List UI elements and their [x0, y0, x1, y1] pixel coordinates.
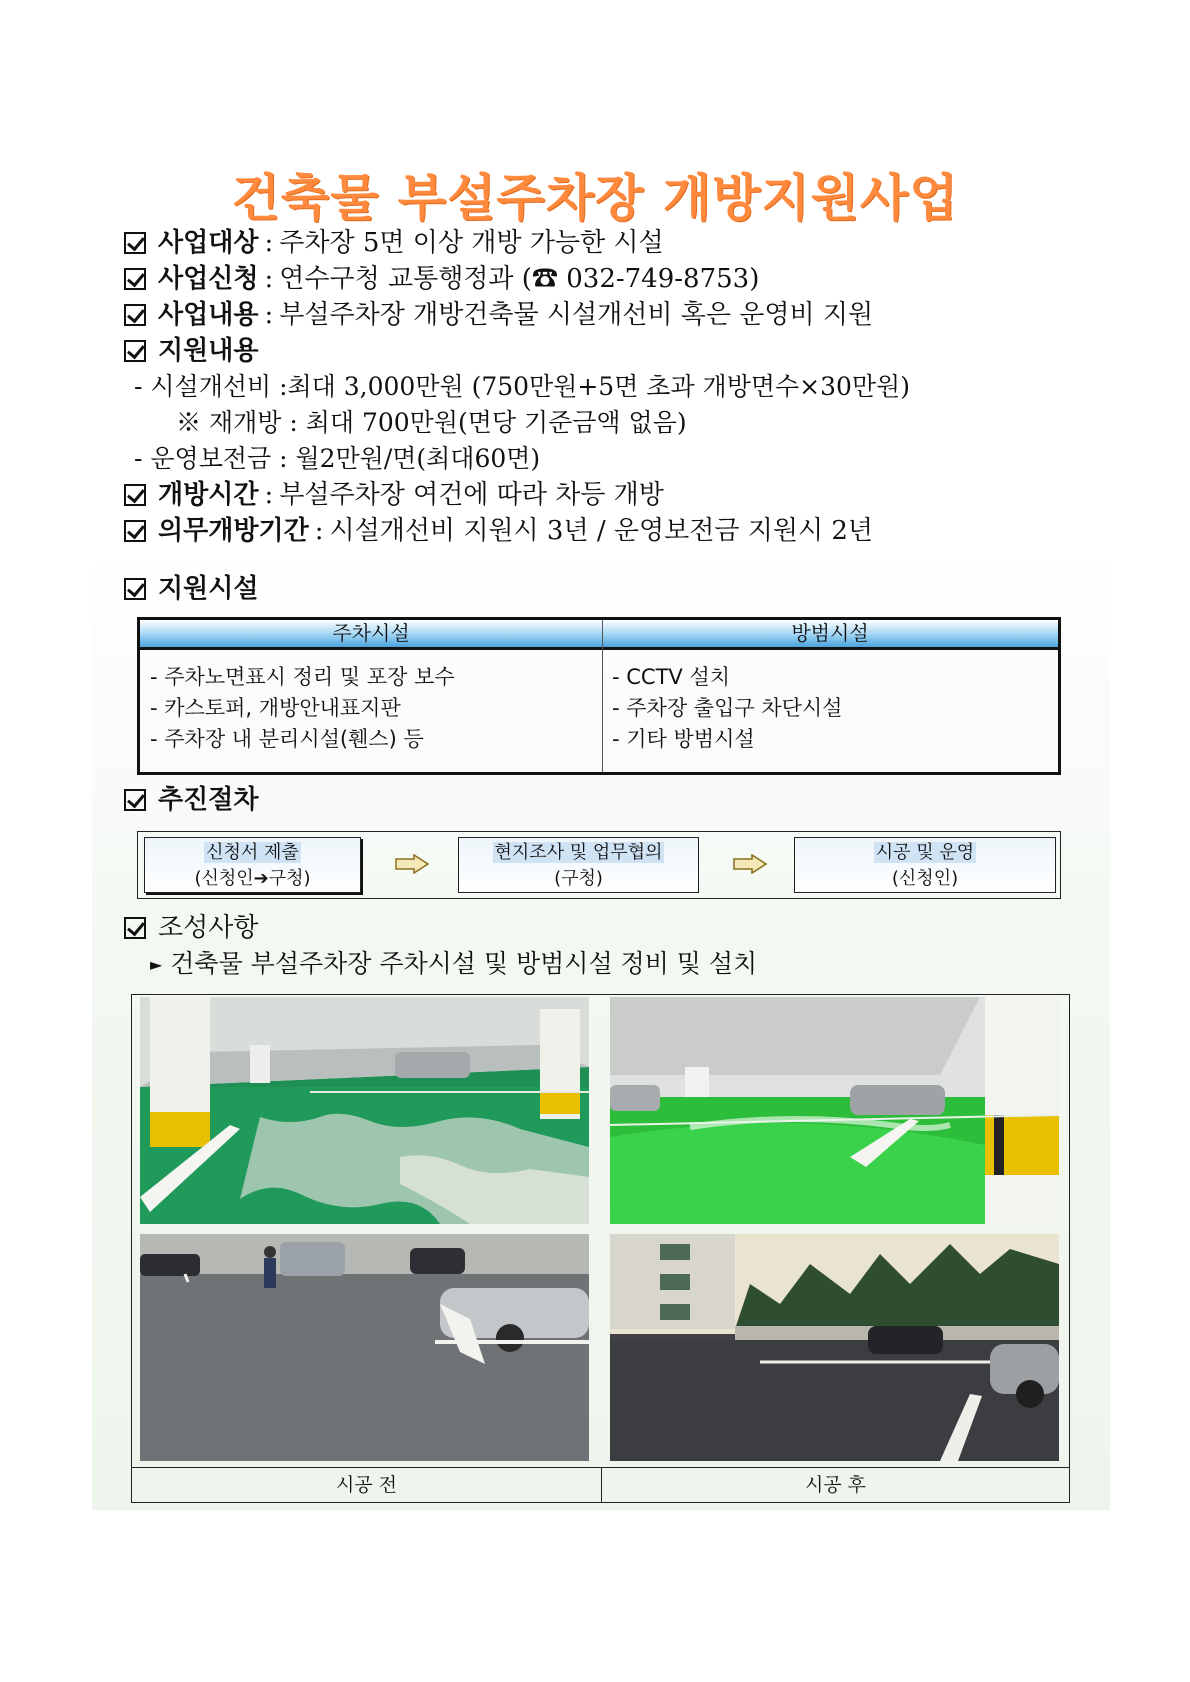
photo-before-underground — [140, 997, 589, 1224]
support-facilities-table — [137, 617, 1061, 775]
checkbox-icon — [124, 304, 146, 326]
checkbox-icon — [124, 578, 146, 600]
item-label: 조성사항 — [158, 913, 259, 943]
item-construction — [124, 911, 258, 945]
header-security: 방범시설 — [791, 621, 869, 645]
item-facilities — [124, 572, 258, 606]
arrow-right-icon — [732, 854, 768, 874]
header-parking: 주차시설 — [332, 621, 410, 645]
photo-after-underground — [610, 997, 1059, 1224]
item-apply: 사업신청 : 연수구청 교통행정과 (☎ 032-749-8753) — [124, 262, 759, 296]
support-line-operation: - 운영보전금 : 월2만원/면(최대60면) — [134, 444, 541, 473]
security-cell — [612, 662, 842, 755]
checkbox-icon — [124, 340, 146, 362]
parking-cell — [150, 662, 455, 755]
table-header — [140, 620, 1058, 650]
checkbox-icon — [124, 268, 146, 290]
phone-icon: ☎ — [531, 264, 558, 294]
photo-table — [131, 994, 1070, 1503]
list-item: - 주차장 출입구 차단시설 — [612, 696, 843, 720]
process-step-2: 현지조사 및 업무협의 (구청) — [458, 837, 699, 893]
item-target: 사업대상 : 주차장 5면 이상 개방 가능한 시설 — [124, 226, 664, 260]
item-content: 사업내용 : 부설주차장 개방건축물 시설개선비 혹은 운영비 지원 — [124, 298, 873, 332]
photo-after-outdoor — [610, 1234, 1059, 1461]
list-item: - 주차노면표시 정리 및 포장 보수 — [150, 665, 455, 689]
item-label: 사업신청 — [158, 264, 259, 294]
item-text: 부설주차장 개방건축물 시설개선비 혹은 운영비 지원 — [279, 300, 874, 330]
support-line-reopen: ※ 재개방 : 최대 700만원(면당 기준금액 없음) — [176, 408, 687, 437]
caption-after: 시공 후 — [804, 1474, 867, 1496]
item-hours: 개방시간 : 부설주차장 여건에 따라 차등 개방 — [124, 478, 664, 512]
photo-before-outdoor — [140, 1234, 589, 1461]
procedure-flow — [137, 831, 1061, 899]
divider — [602, 620, 603, 772]
process-step-1: 신청서 제출 (신청인➔구청) — [144, 837, 361, 893]
item-text: 연수구청 교통행정과 ( — [279, 264, 532, 294]
item-duty: 의무개방기간 : 시설개선비 지원시 3년 / 운영보전금 지원시 2년 — [124, 514, 873, 548]
item-label: 사업내용 — [158, 300, 259, 330]
list-item: - 기타 방범시설 — [612, 727, 755, 751]
arrow-right-icon — [394, 854, 430, 874]
item-text: 시설개선비 지원시 3년 / 운영보전금 지원시 2년 — [329, 516, 873, 546]
checkbox-icon — [124, 232, 146, 254]
construction-line: ► 건축물 부설주차장 주차시설 및 방범시설 정비 및 설치 — [150, 949, 758, 978]
checkbox-icon — [124, 484, 146, 506]
support-line-facility: - 시설개선비 :최대 3,000만원 (750만원+5면 초과 개방면수×30만원) — [134, 372, 910, 401]
list-item: - CCTV 설치 — [612, 665, 731, 689]
item-text: 부설주차장 여건에 따라 차등 개방 — [279, 480, 664, 510]
item-label: 지원시설 — [158, 574, 259, 604]
triangle-bullet-icon: ► — [150, 955, 163, 974]
item-label: 의무개방기간 — [158, 516, 309, 546]
list-item: - 주차장 내 분리시설(휀스) 등 — [150, 727, 424, 751]
caption-row — [132, 1467, 1069, 1503]
process-step-3: 시공 및 운영 (신청인) — [794, 837, 1056, 893]
item-text: 주차장 5면 이상 개방 가능한 시설 — [279, 228, 664, 258]
caption-before: 시공 전 — [335, 1474, 398, 1496]
item-label: 추진절차 — [158, 785, 259, 815]
item-procedure — [124, 783, 258, 817]
item-label: 지원내용 — [158, 336, 259, 366]
list-item: - 카스토퍼, 개방안내표지판 — [150, 696, 401, 720]
checkbox-icon — [124, 917, 146, 939]
phone-number: 032-749-8753) — [557, 264, 760, 294]
item-support — [124, 334, 258, 368]
item-label: 개방시간 — [158, 480, 259, 510]
page-title: 건축물 부설주차장 개방지원사업 — [231, 169, 959, 227]
checkbox-icon — [124, 520, 146, 542]
item-label: 사업대상 — [158, 228, 259, 258]
checkbox-icon — [124, 789, 146, 811]
